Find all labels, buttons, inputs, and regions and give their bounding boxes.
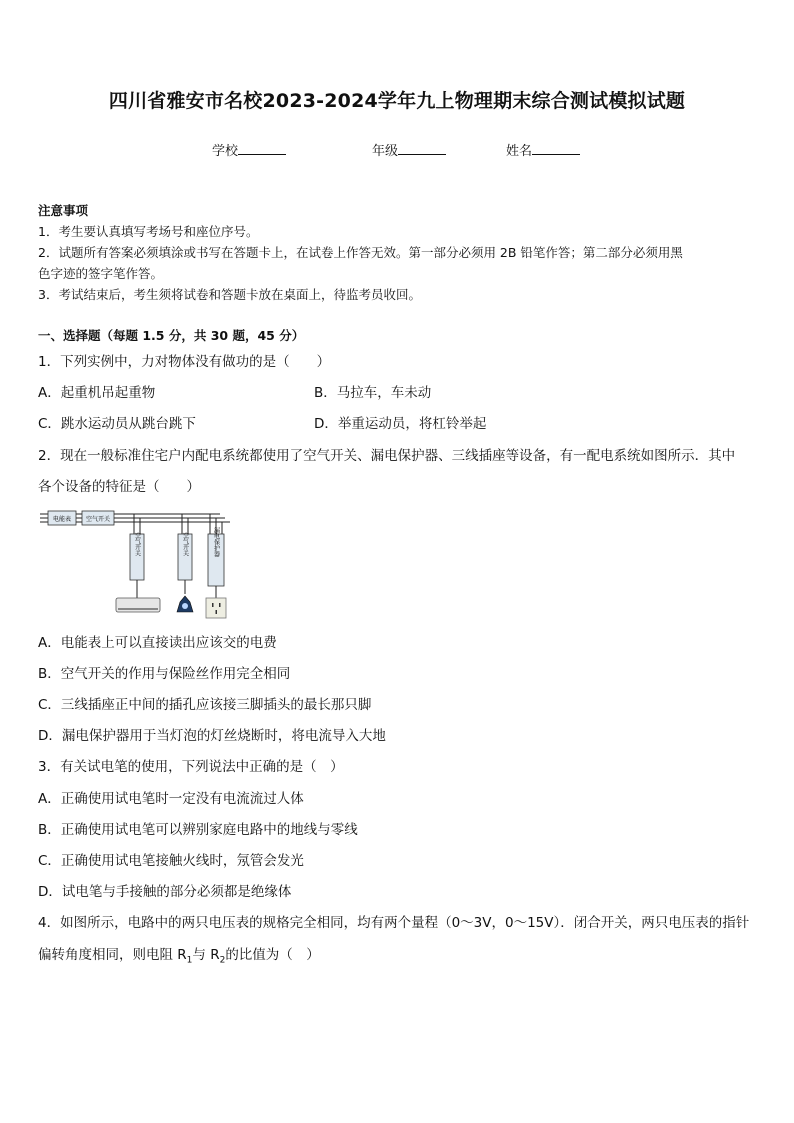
q4-sub-1: 1	[186, 955, 193, 966]
school-field	[212, 140, 286, 159]
three-pin-socket-image	[206, 598, 226, 618]
name-field	[506, 140, 580, 159]
question-4-stem-line-1: 4．如图所示，电路中的两只电压表的规格完全相同，均有两个量程（0～3V，0～15V）．闭合开关，两只电压表的指针	[38, 915, 750, 931]
section-heading: 一、选择题（每题 1.5 分，共 30 题，45 分）	[38, 328, 305, 343]
q4-text-a: 偏转角度相同，则电阻 R	[38, 947, 187, 963]
branch-air-switch-1	[130, 531, 144, 580]
air-conditioner-image	[116, 598, 160, 612]
question-3-stem: 3．有关试电笔的使用，下列说法中正确的是（ ）	[38, 759, 344, 775]
question-3-option-c: C．正确使用试电笔接触火线时，氖管会发光	[38, 853, 304, 869]
question-4-stem-line-2	[38, 945, 320, 971]
grade-blank	[398, 141, 446, 155]
question-1-stem: 1．下列实例中，力对物体没有做功的是（ ）	[38, 354, 331, 370]
q4-text-c: 的比值为（ ）	[225, 947, 320, 963]
question-1-option-d: D．举重运动员，将杠铃举起	[314, 416, 487, 432]
question-2-stem-line-2: 各个设备的特征是（ ）	[38, 479, 200, 495]
student-info-fields	[0, 140, 794, 160]
note-line-2: 2．试题所有答案必须填涂或书写在答题卡上，在试卷上作答无效。第一部分必须用 2B 铅笔作答；第二部分必须用黑	[38, 245, 683, 260]
question-1-option-b: B．马拉车，车未动	[314, 385, 432, 401]
question-2-stem-line-1: 2．现在一般标准住宅户内配电系统都使用了空气开关、漏电保护器、三线插座等设备，有一配电系统如图所示．其中	[38, 448, 736, 464]
name-blank	[532, 141, 580, 155]
question-2-option-d: D．漏电保护器用于当灯泡的灯丝烧断时，将电流导入大地	[38, 728, 386, 744]
distribution-system-diagram	[40, 508, 235, 623]
q4-text-b: 与 R	[192, 947, 220, 963]
note-line-3: 色字迹的签字笔作答。	[38, 266, 164, 281]
note-line-1: 1．考生要认真填写考场号和座位序号。	[38, 224, 259, 239]
question-3-option-a: A．正确使用试电笔时一定没有电流流过人体	[38, 791, 304, 807]
question-2-option-a: A．电能表上可以直接读出应该交的电费	[38, 635, 277, 651]
notes-heading: 注意事项	[38, 203, 89, 218]
grade-label: 年级	[372, 144, 399, 159]
leakage-protector	[208, 526, 224, 586]
grade-field	[372, 140, 446, 159]
branch-air-switch-2	[178, 531, 192, 580]
question-1-option-c: C．跳水运动员从跳台跳下	[38, 416, 196, 432]
main-switch-label: 空气开关	[85, 516, 111, 523]
meter-label: 电能表	[52, 516, 72, 523]
protector-label: 漏电保护器	[212, 527, 220, 557]
exam-title: 四川省雅安市名校2023-2024学年九上物理期末综合测试模拟试题	[108, 90, 686, 112]
question-2-option-c: C．三线插座正中间的插孔应该接三脚插头的最长那只脚	[38, 697, 372, 713]
main-air-switch-box	[82, 511, 114, 525]
q4-sub-2: 2	[219, 955, 226, 966]
electric-meter-box	[48, 511, 76, 525]
question-3-option-d: D．试电笔与手接触的部分必须都是绝缘体	[38, 884, 292, 900]
name-label: 姓名	[506, 144, 533, 159]
school-blank	[238, 141, 286, 155]
switch-2-label: 空气开关	[181, 532, 189, 556]
lamp-image	[177, 596, 193, 612]
note-line-4: 3．考试结束后，考生须将试卷和答题卡放在桌面上，待监考员收回。	[38, 287, 421, 302]
question-3-option-b: B．正确使用试电笔可以辨别家庭电路中的地线与零线	[38, 822, 358, 838]
question-2-option-b: B．空气开关的作用与保险丝作用完全相同	[38, 666, 291, 682]
school-label: 学校	[212, 144, 239, 159]
question-1-option-a: A．起重机吊起重物	[38, 385, 156, 401]
switch-1-label: 空气开关	[133, 532, 141, 556]
